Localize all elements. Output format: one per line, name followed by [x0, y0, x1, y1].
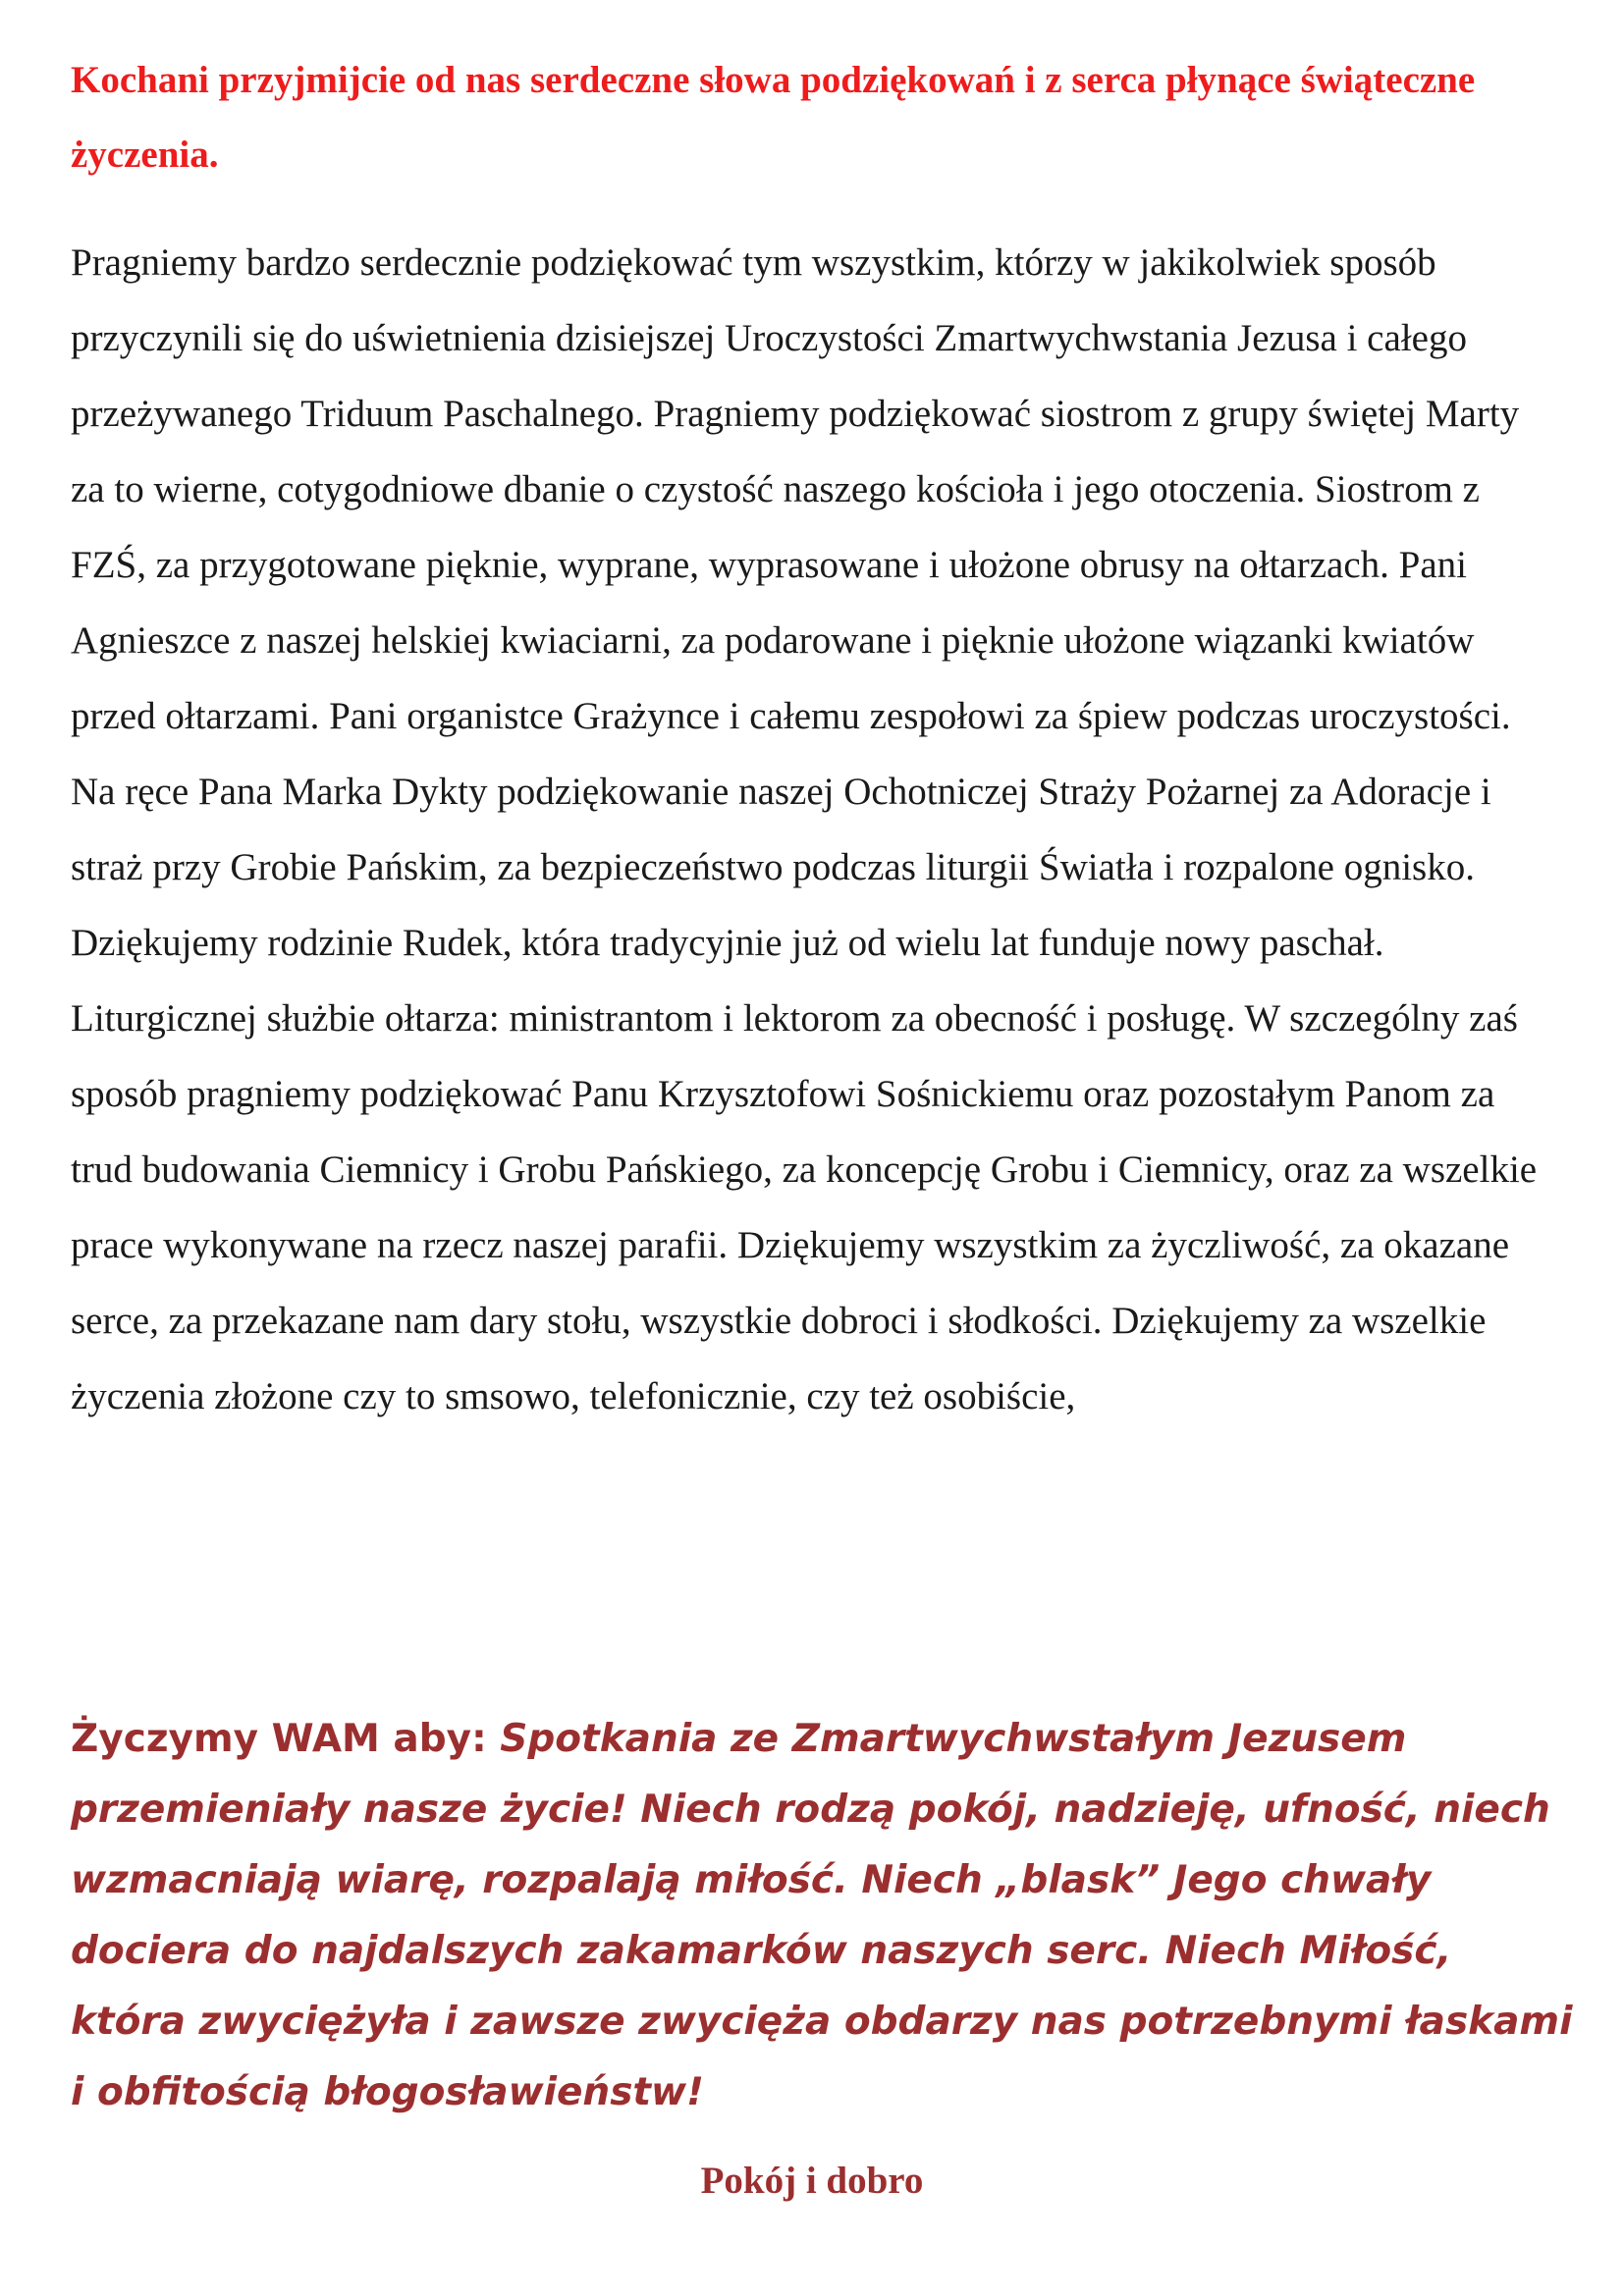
closing-line: Pokój i dobro — [700, 2160, 924, 2202]
greeting-heading: Kochani przyjmijcie od nas serdeczne słowa podziękowań i z serca płynące świąteczne życzenia. — [71, 59, 1476, 176]
wishes-paragraph — [71, 1704, 1573, 2128]
wishes-lead: Życzymy WAM aby: — [71, 1717, 501, 1761]
thanks-paragraph: Pragniemy bardzo serdecznie podziękować tym wszystkim, którzy w jakikolwiek sposób przyczynili się do uświetnienia dzisiejszej Uroczystości Zmartwychwstania Jezusa i całego przeżywanego Triduum Paschalnego. Pragniemy podziękować siostrom z grupy świętej Marty za to wierne, cotygodniowe dbanie o czystość naszego kościoła i jego otoczenia. Siostrom z FZŚ, za przygotowane pięknie, wyprane, wyprasowane i ułożone obrusy na ołtarzach. Pani Agnieszce z naszej helskiej kwiaciarni, za podarowane i pięknie ułożone wiązanki kwiatów przed ołtarzami. Pani organistce Grażynce i całemu zespołowi za śpiew podczas uroczystości. Na ręce Pana Marka Dykty podziękowanie naszej Ochotniczej Straży Pożarnej za Adoracje i straż przy Grobie Pańskim, za bezpieczeństwo podczas liturgii Światła i rozpalone ognisko. Dziękujemy rodzinie Rudek, która tradycyjnie już od wielu lat funduje nowy paschał. Liturgicznej służbie ołtarza: ministrantom i lektorom za obecność i posługę. W szczególny zaś sposób pragniemy podziękować Panu Krzysztofowi Sośnickiemu oraz pozostałym Panom za trud budowania Ciemnicy i Grobu Pańskiego, za koncepcję Grobu i Ciemnicy, oraz za wszelkie prace wykonywane na rzecz naszej parafii. Dziękujemy wszystkim za życzliwość, za okazane serce, za przekazane nam dary stołu, wszystkie dobroci i słodkości. Dziękujemy za wszelkie życzenia złożone czy to smsowo, telefonicznie, czy też osobiście, — [71, 241, 1538, 1417]
wishes-message: Spotkania ze Zmartwychwstałym Jezusem przemieniały nasze życie! Niech rodzą pokój, nadzieję, ufność, niech wzmacniają wiarę, rozpalają miłość. Niech „blask” Jego chwały dociera do najdalszych zakamarków naszych serc. Niech Miłość, która zwyciężyła i zawsze zwycięża obdarzy nas potrzebnymi łaskami i obfitością błogosławieństw! — [71, 1717, 1573, 2114]
